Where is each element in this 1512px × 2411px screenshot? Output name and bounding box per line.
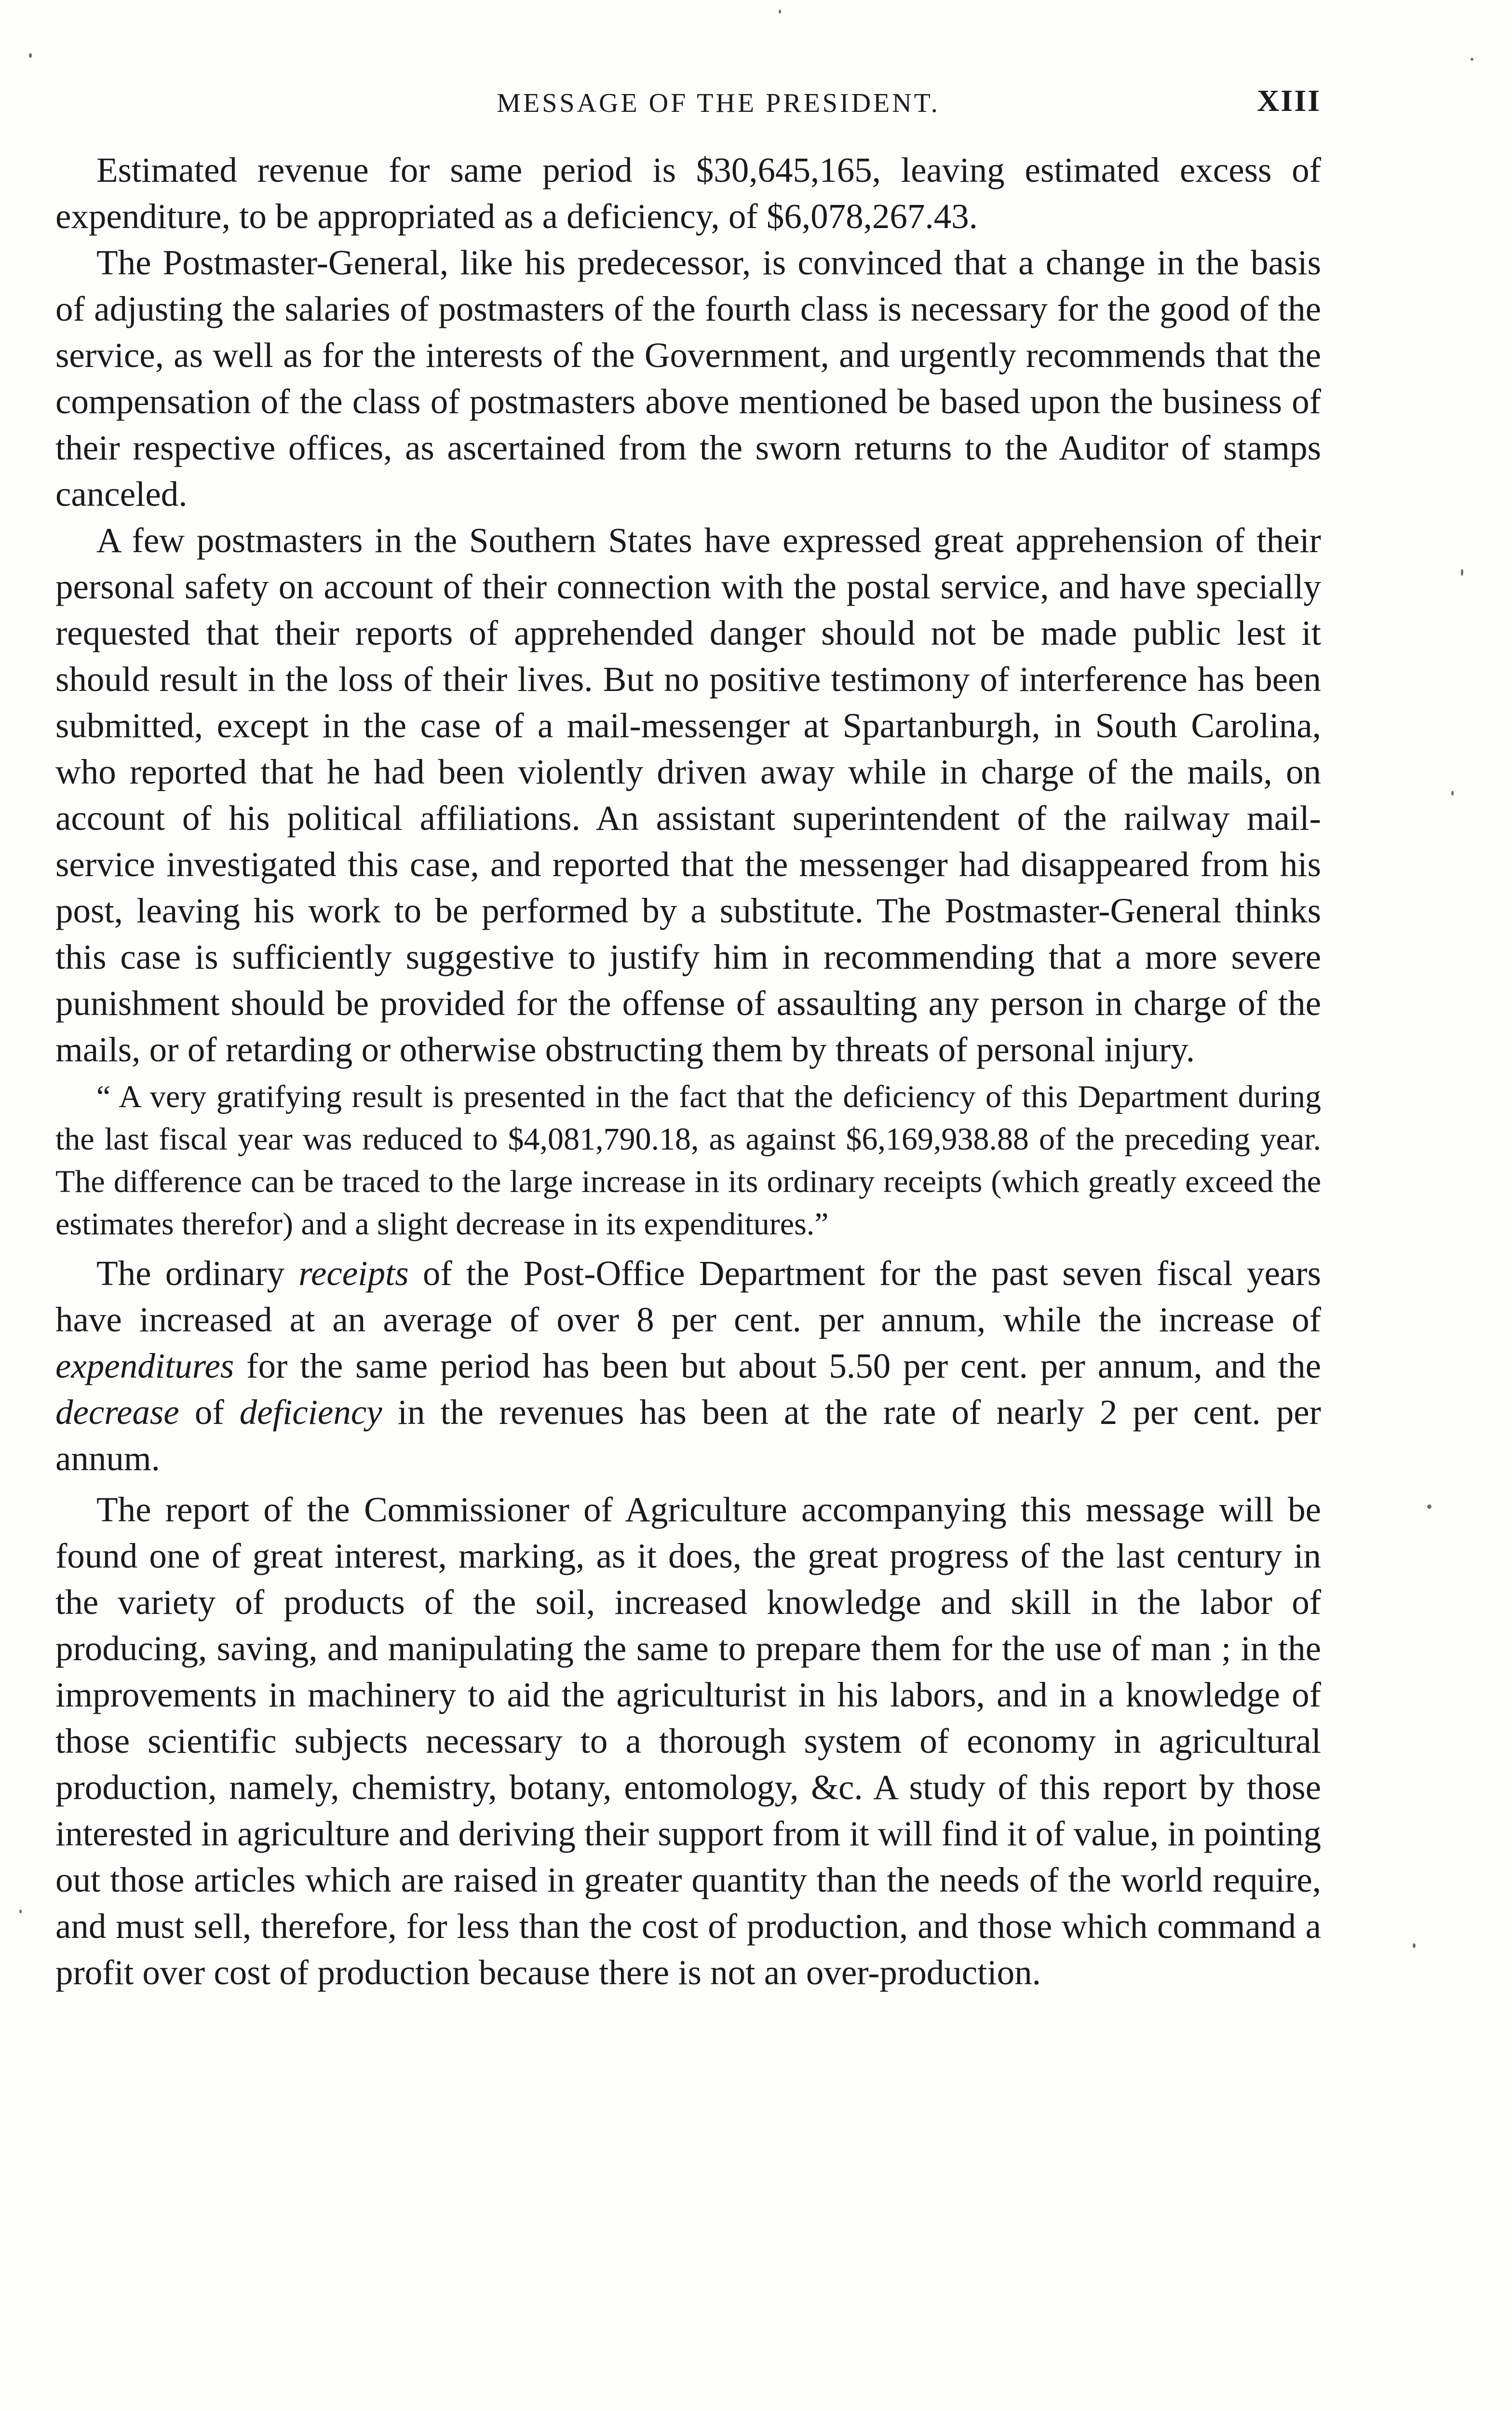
scan-speck: [1471, 58, 1473, 61]
text-run: The ordinary: [96, 1254, 299, 1293]
text-run: for the same period has been but about 5.50 per cent. per annum, and the: [234, 1346, 1321, 1385]
text-run: in the revenues has been at the rate of nearly 2 per cent. per annum.: [55, 1393, 1321, 1478]
italic-deficiency: deficiency: [239, 1393, 382, 1432]
text-run: of: [179, 1393, 240, 1432]
scan-speck: [1451, 791, 1454, 796]
scan-speck: [1461, 569, 1463, 576]
scan-speck: [779, 10, 781, 14]
quoted-deficiency-paragraph: “ A very gratifying result is presented in the fact that the deficiency of this Department during the last fiscal year was reduced to $4,081,790.18, as against $6,169,938.88 of the preceding year. The difference can be traced to the large increase in its ordinary receipts (which greatly exceed the estimates therefor) and a slight decrease in its expenditures.”: [55, 1079, 1321, 1242]
scan-speck: [29, 53, 32, 58]
body-text: [55, 147, 1321, 1996]
running-head-title: MESSAGE OF THE PRESIDENT.: [497, 88, 940, 118]
paragraph-postmaster-salaries: The Postmaster-General, like his predecessor, is convinced that a change in the basis of adjusting the salaries of postmasters of the fourth class is necessary for the good of the service, as well as for the interests of the Government, and urgently recommends that the compensation of the class of postmasters above mentioned be based upon the business of their respective offices, as ascertained from the sworn returns to the Auditor of stamps canceled.: [55, 243, 1321, 514]
paragraph-revenue-estimate: Estimated revenue for same period is $30,645,165, leaving estimated excess of expenditure, to be appropriated as a deficiency, of $6,078,267.43.: [55, 150, 1321, 236]
italic-receipts: receipts: [298, 1254, 409, 1293]
paragraph-receipts-expenditures: [55, 1250, 1321, 1482]
paragraph-southern-postmasters: A few postmasters in the Southern States have expressed great apprehension of their personal safety on account of their connection with the postal service, and have specially requested that their reports of apprehended danger should not be made public lest it should result in the loss of their lives. But no positive testimony of interference has been submitted, except in the case of a mail-messenger at Spartanburgh, in South Carolina, who reported that he had been violently driven away while in charge of the mails, on account of his political affiliations. An assistant superintendent of the railway mail-service investigated this case, and reported that the messenger had disappeared from his post, leaving his work to be performed by a substitute. The Postmaster-General thinks this case is sufficiently suggestive to justify him in recommending that a more severe punishment should be provided for the offense of assaulting any person in charge of the mails, or of retarding or otherwise obstructing them by threats of personal injury.: [55, 521, 1321, 1069]
scan-speck: [1427, 1504, 1431, 1509]
italic-decrease: decrease: [55, 1393, 179, 1432]
page-number: XIII: [1257, 83, 1321, 118]
text-run: of the Post-Office Department for the past seven fiscal years have increased at an average of over 8 per cent. per annum, while the increase of: [55, 1254, 1322, 1339]
italic-expenditures: expenditures: [55, 1346, 234, 1385]
scan-speck: [1413, 1943, 1416, 1948]
scan-speck: [19, 1910, 22, 1913]
paragraph-agriculture-report: The report of the Commissioner of Agriculture accompanying this message will be found one of great interest, marking, as it does, the great progress of the last century in the variety of products of the soil, increased knowledge and skill in the labor of producing, saving, and manipulating the same to prepare them for the use of man ; in the improvements in machinery to aid the agriculturist in his labors, and in a knowledge of those scientific subjects necessary to a thorough system of economy in agricultural production, namely, chemistry, botany, entomology, &c. A study of this report by those interested in agriculture and deriving their support from it will find it of value, in pointing out those articles which are raised in greater quantity than the needs of the world require, and must sell, therefore, for less than the cost of production, and those which command a profit over cost of production because there is not an over-production.: [55, 1490, 1321, 1992]
